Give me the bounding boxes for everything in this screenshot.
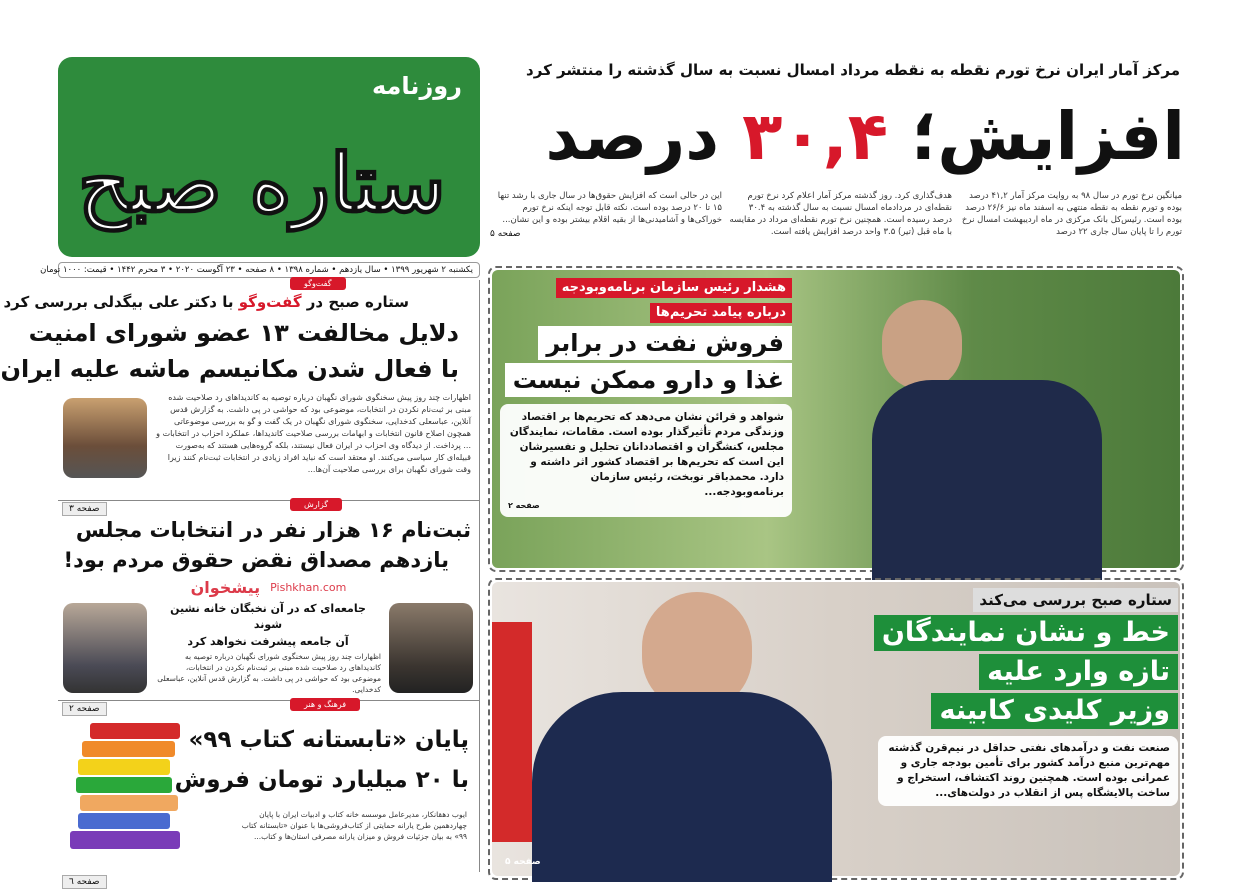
- lead-kicker: مرکز آمار ایران نرخ تورم نقطه به نقطه مرداد امسال نسبت به سال گذشته را منتشر کرد: [526, 61, 1180, 79]
- top-story-summary-box: [500, 404, 792, 517]
- report-sub-1: جامعه‌ای که در آن نخبگان خانه نشین شوند: [170, 602, 366, 631]
- interview-title-2: با فعال شدن مکانیسم ماشه علیه ایران: [0, 355, 459, 383]
- culture-section: [58, 700, 480, 872]
- bottom-title-2: [979, 654, 1178, 690]
- title-text: خط و نشان نمایندگان: [874, 615, 1178, 651]
- report-section: [58, 500, 480, 700]
- aref-photo: [63, 603, 147, 693]
- bigdeli-photo: [63, 398, 147, 478]
- top-story-summary: شواهد و قرائن نشان می‌دهد که تحریم‌ها بر اقتصاد وزندگی مردم تأثیرگذار بوده است. مقامات، نمایندگان مجلس، کنشگران و اقتصاددانان تحلیل و تفسیرشان این است که تحریم‌ها بر اقتصاد کشور اثر داشته و دارد. محمدباقر نوبخت، رئیس سازمان برنامه‌وبودجه...: [509, 411, 784, 498]
- kicker-text: هشدار رئیس سازمان برنامه‌وبودجه: [556, 278, 792, 298]
- report-middle: [155, 601, 381, 695]
- bottom-title-1: [874, 615, 1178, 651]
- watermark-row: [158, 577, 379, 599]
- top-story-text: [492, 276, 792, 517]
- top-kicker-2: [650, 301, 792, 323]
- title-text: وزیر کلیدی کابینه: [931, 693, 1178, 729]
- title-text: غذا و دارو ممکن نیست: [505, 363, 792, 397]
- top-title-1: [538, 326, 792, 360]
- watermark: پیشخوان: [190, 578, 261, 597]
- kicker-text: ستاره صبح در: [301, 293, 409, 311]
- culture-title-2: با ۲۰ میلیارد تومان فروش: [174, 767, 469, 793]
- logo-prefix: روزنامه: [372, 72, 462, 100]
- culture-page-ref[interactable]: صفحه ٦: [62, 875, 107, 889]
- books-illustration: [70, 721, 190, 869]
- report-title-1: ثبت‌نام ۱۶ هزار نفر در انتخابات مجلس: [75, 518, 471, 542]
- top-title-2: [505, 363, 792, 397]
- lead-column-3: این در حالی است که افزایش حقوق‌ها در سال جاری با رشد تنها ۱۵ تا ۲۰ درصد بوده است. نکته قابل توجه اینکه نرخ تورم خوراکی‌ها و آشامیدنی‌ها از بقیه اقلام بیشتر بوده و این نشان...: [497, 191, 722, 225]
- bottom-page-ref[interactable]: صفحه ۵: [505, 857, 541, 867]
- lead-page-ref[interactable]: صفحه ۵: [490, 229, 521, 239]
- kicker-text: درباره پیامد تحریم‌ها: [650, 303, 792, 323]
- bottom-story-summary: صنعت نفت و درآمدهای نفتی حداقل در نیم‌قرن گذشته مهم‌ترین منبع درآمد کشور برای تأمین بودجه جاری و عمرانی بوده است. همچنین روند اکتشاف، استخراج و ساخت پالایشگاه پس از انقلاب در دولت‌های...: [878, 736, 1178, 806]
- masthead: [58, 57, 480, 257]
- report-page-ref[interactable]: صفحه ۲: [62, 702, 107, 716]
- bottom-kicker: ستاره صبح بررسی می‌کند: [973, 588, 1178, 612]
- newspaper-logo: ستاره صبح: [78, 136, 446, 230]
- lead-headline: [545, 95, 1185, 179]
- date-bar: یکشنبه ۲ شهریور ۱۳۹۹ • سال یازدهم • شماره ۱۳۹۸ • ۸ صفحه • ۲۳ آگوست ۲۰۲۰ • ۳ محرم ۱۴۴۲ • قیمت: ۱۰۰۰ تومان: [58, 262, 480, 278]
- section-label: فرهنگ و هنر: [290, 698, 360, 711]
- bottom-title-3: [931, 693, 1178, 729]
- headline-pre: افزایش؛: [911, 98, 1185, 175]
- culture-body: ایوب دهقانکار، مدیرعامل موسسه خانه کتاب و ادبیات ایران با پایان چهاردهمین طرح یارانه حمایتی از کتاب‌فروشی‌ها با عنوان «تابستانه کتاب ۹۹» به بیان جزئیات فروش و میزان یارانه مصرفی استان‌ها و کتاب...: [241, 810, 467, 841]
- title-text: فروش نفت در برابر: [538, 326, 792, 360]
- watermark-url: Pishkhan.com: [270, 581, 347, 594]
- lead-column-3-wrap: [490, 190, 722, 240]
- report-title-2: یازدهم مصداق نقض حقوق مردم بود!: [63, 548, 449, 572]
- kicker-red: گفت‌وگو: [238, 293, 302, 311]
- headline-post: درصد: [545, 98, 720, 175]
- report-sub-2: آن جامعه پیشرفت نخواهد کرد: [187, 635, 349, 648]
- headline-number: ۳۰,۴: [742, 98, 889, 175]
- title-text: تازه وارد علیه: [979, 654, 1178, 690]
- bottom-story-text: [848, 588, 1178, 806]
- culture-title-1: پایان «تابستانه کتاب ۹۹»: [188, 727, 469, 753]
- top-kicker-1: [556, 276, 792, 298]
- interview-title-1: دلایل مخالفت ۱۳ عضو شورای امنیت: [28, 319, 459, 347]
- lead-column-2: هدف‌گذاری کرد. روز گذشته مرکز آمار اعلام کرد نرخ تورم نقطه‌ای در مردادماه امسال نسبت به سال گذشته به ۳۰.۴ درصد رسیده است. همچنین نرخ تورم نقطه‌ای مرداد در مقایسه با ماه قبل (تیر) ۳.۵ واحد درصد افزایش یافته است.: [729, 191, 952, 237]
- interview-kicker: [3, 292, 409, 312]
- section-label: گزارش: [290, 498, 342, 511]
- interview-body: اظهارات چند روز پیش سخنگوی شورای نگهبان درباره توصیه به کاندیداهای رد صلاحیت شده مبنی بر ثبت‌نام نکردن در انتخابات، موضوعی بود که حواشی در پی داشت. به گزارش قدس آنلاین، عباسعلی کدخدایی، سخنگوی شورای نگهبان در یک گفت و گو به بررسی موضوعاتی همچون اصلاح قانون انتخابات و ابهامات بررسی صلاحیت کاندیداها، عملکرد احزاب در انتخابات و ... پرداخت. از دیدگاه وی احزاب در ایران فعال نیستند، بلکه گروه‌هایی هستند که به‌صورت قبیله‌ای کار سیاسی می‌کنند. او معتقد است که نباید افراد زیادی در انتخابات ثبت‌نام کنند زیرا وقت شورای نگهبان برای بررسی صلاحیت آن‌ها...: [156, 393, 471, 474]
- section-label: گفت‌وگو: [290, 277, 346, 290]
- interview-page-ref[interactable]: صفحه ۳: [62, 502, 107, 516]
- interview-section: [0, 279, 480, 500]
- report-body: اظهارات چند روز پیش سخنگوی شورای نگهبان درباره توصیه به کاندیداهای رد صلاحیت شده مبنی بر ثبت‌نام نکردن در انتخابات، موضوعی بود که حواشی در پی داشت. به گزارش قدس آنلاین، عباسعلی کدخدایی.: [157, 652, 381, 694]
- top-page-ref[interactable]: صفحه ۲: [508, 501, 540, 510]
- kadkhodaei-photo: [389, 603, 473, 693]
- lead-column-1: میانگین نرخ تورم در سال ۹۸ به روایت مرکز آمار ۴۱,۲ درصد بوده و تورم نقطه به نقطه منتهی به اسفند ماه نیز ۲۶/۶ درصد بوده است. رئیس‌کل بانک مرکزی در ماه اردیبهشت امسال نرخ تورم را تا پایان سال جاری ۲۲ درصد: [961, 191, 1182, 237]
- kicker-text: با دکتر علی بیگدلی بررسی کرد: [3, 293, 239, 311]
